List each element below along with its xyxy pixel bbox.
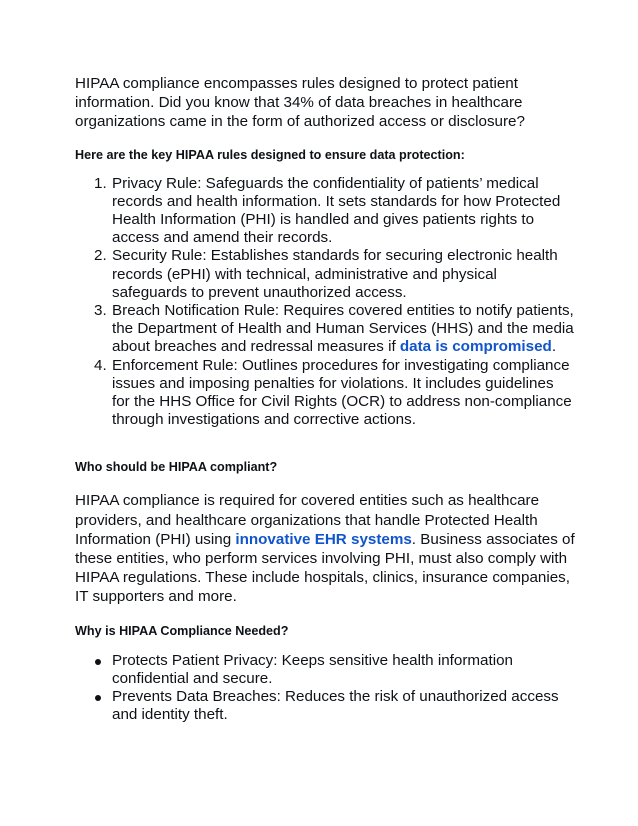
list-item-text: Privacy Rule: Safeguards the confidentiality of patients’ medical records and health information. It sets standards for how Protected Health Information (PHI) is handled and gives patients rights to access and amend their records. <box>112 174 561 247</box>
list-item-text: Security Rule: Establishes standards for securing electronic health records (ePHI) with technical, administrative and physical safeguards to prevent unauthorized access. <box>112 247 558 301</box>
list-item-text: Prevents Data Breaches: Reduces the risk of unauthorized access and identity theft. <box>112 688 559 724</box>
list-item-breach-notification-rule <box>75 302 575 357</box>
who-heading: Who should be HIPAA compliant? <box>75 460 278 475</box>
list-item-prevents-breaches <box>75 688 575 724</box>
intro-paragraph: HIPAA compliance encompasses rules designed to protect patient information. Did you know that 34% of data breaches in healthcare organizations came in the form of authorized access or disclosure? <box>75 75 525 131</box>
list-number: 3. <box>94 302 107 320</box>
list-item-protects-privacy <box>75 652 575 688</box>
ehr-systems-link[interactable]: innovative EHR systems <box>235 530 412 548</box>
list-item-text: Enforcement Rule: Outlines procedures for investigating compliance issues and imposing penalties for violations. It includes guidelines for the HHS Office for Civil Rights (OCR) to address non-compliance through investigations and corrective actions. <box>112 356 572 429</box>
list-item-security-rule <box>75 247 575 302</box>
bullet-icon <box>95 659 101 665</box>
list-item-text-end: . <box>551 338 557 356</box>
list-number: 4. <box>94 356 107 374</box>
compliance-needs-list <box>75 652 575 725</box>
rules-heading: Here are the key HIPAA rules designed to ensure data protection: <box>75 147 465 162</box>
list-item-privacy-rule <box>75 175 575 248</box>
hipaa-rules-list <box>75 175 575 430</box>
list-item-enforcement-rule <box>75 357 575 430</box>
list-number: 1. <box>94 174 107 192</box>
who-text-start: HIPAA compliance is required for covered entities such as healthcare providers, and healthcare organizations that handle Protected Health Information (PHI) using <box>75 492 540 548</box>
why-heading: Why is HIPAA Compliance Needed? <box>75 623 289 638</box>
list-number: 2. <box>94 247 107 265</box>
who-text-end: . Business associates of these entities, who perform services involving PHI, must also comply with HIPAA regulations. These include hospitals, clinics, insurance companies, IT supporters and more. <box>75 530 575 606</box>
document-page <box>75 74 575 724</box>
list-item-text: Protects Patient Privacy: Keeps sensitive health information confidential and secure. <box>112 651 513 687</box>
data-compromised-link[interactable]: data is compromised <box>399 338 552 356</box>
bullet-icon <box>95 695 101 701</box>
who-paragraph <box>75 491 575 606</box>
list-item-text: Breach Notification Rule: Requires covered entities to notify patients, the Department of Health and Human Services (HHS) and the media about breaches and redressal measures if <box>112 302 574 356</box>
